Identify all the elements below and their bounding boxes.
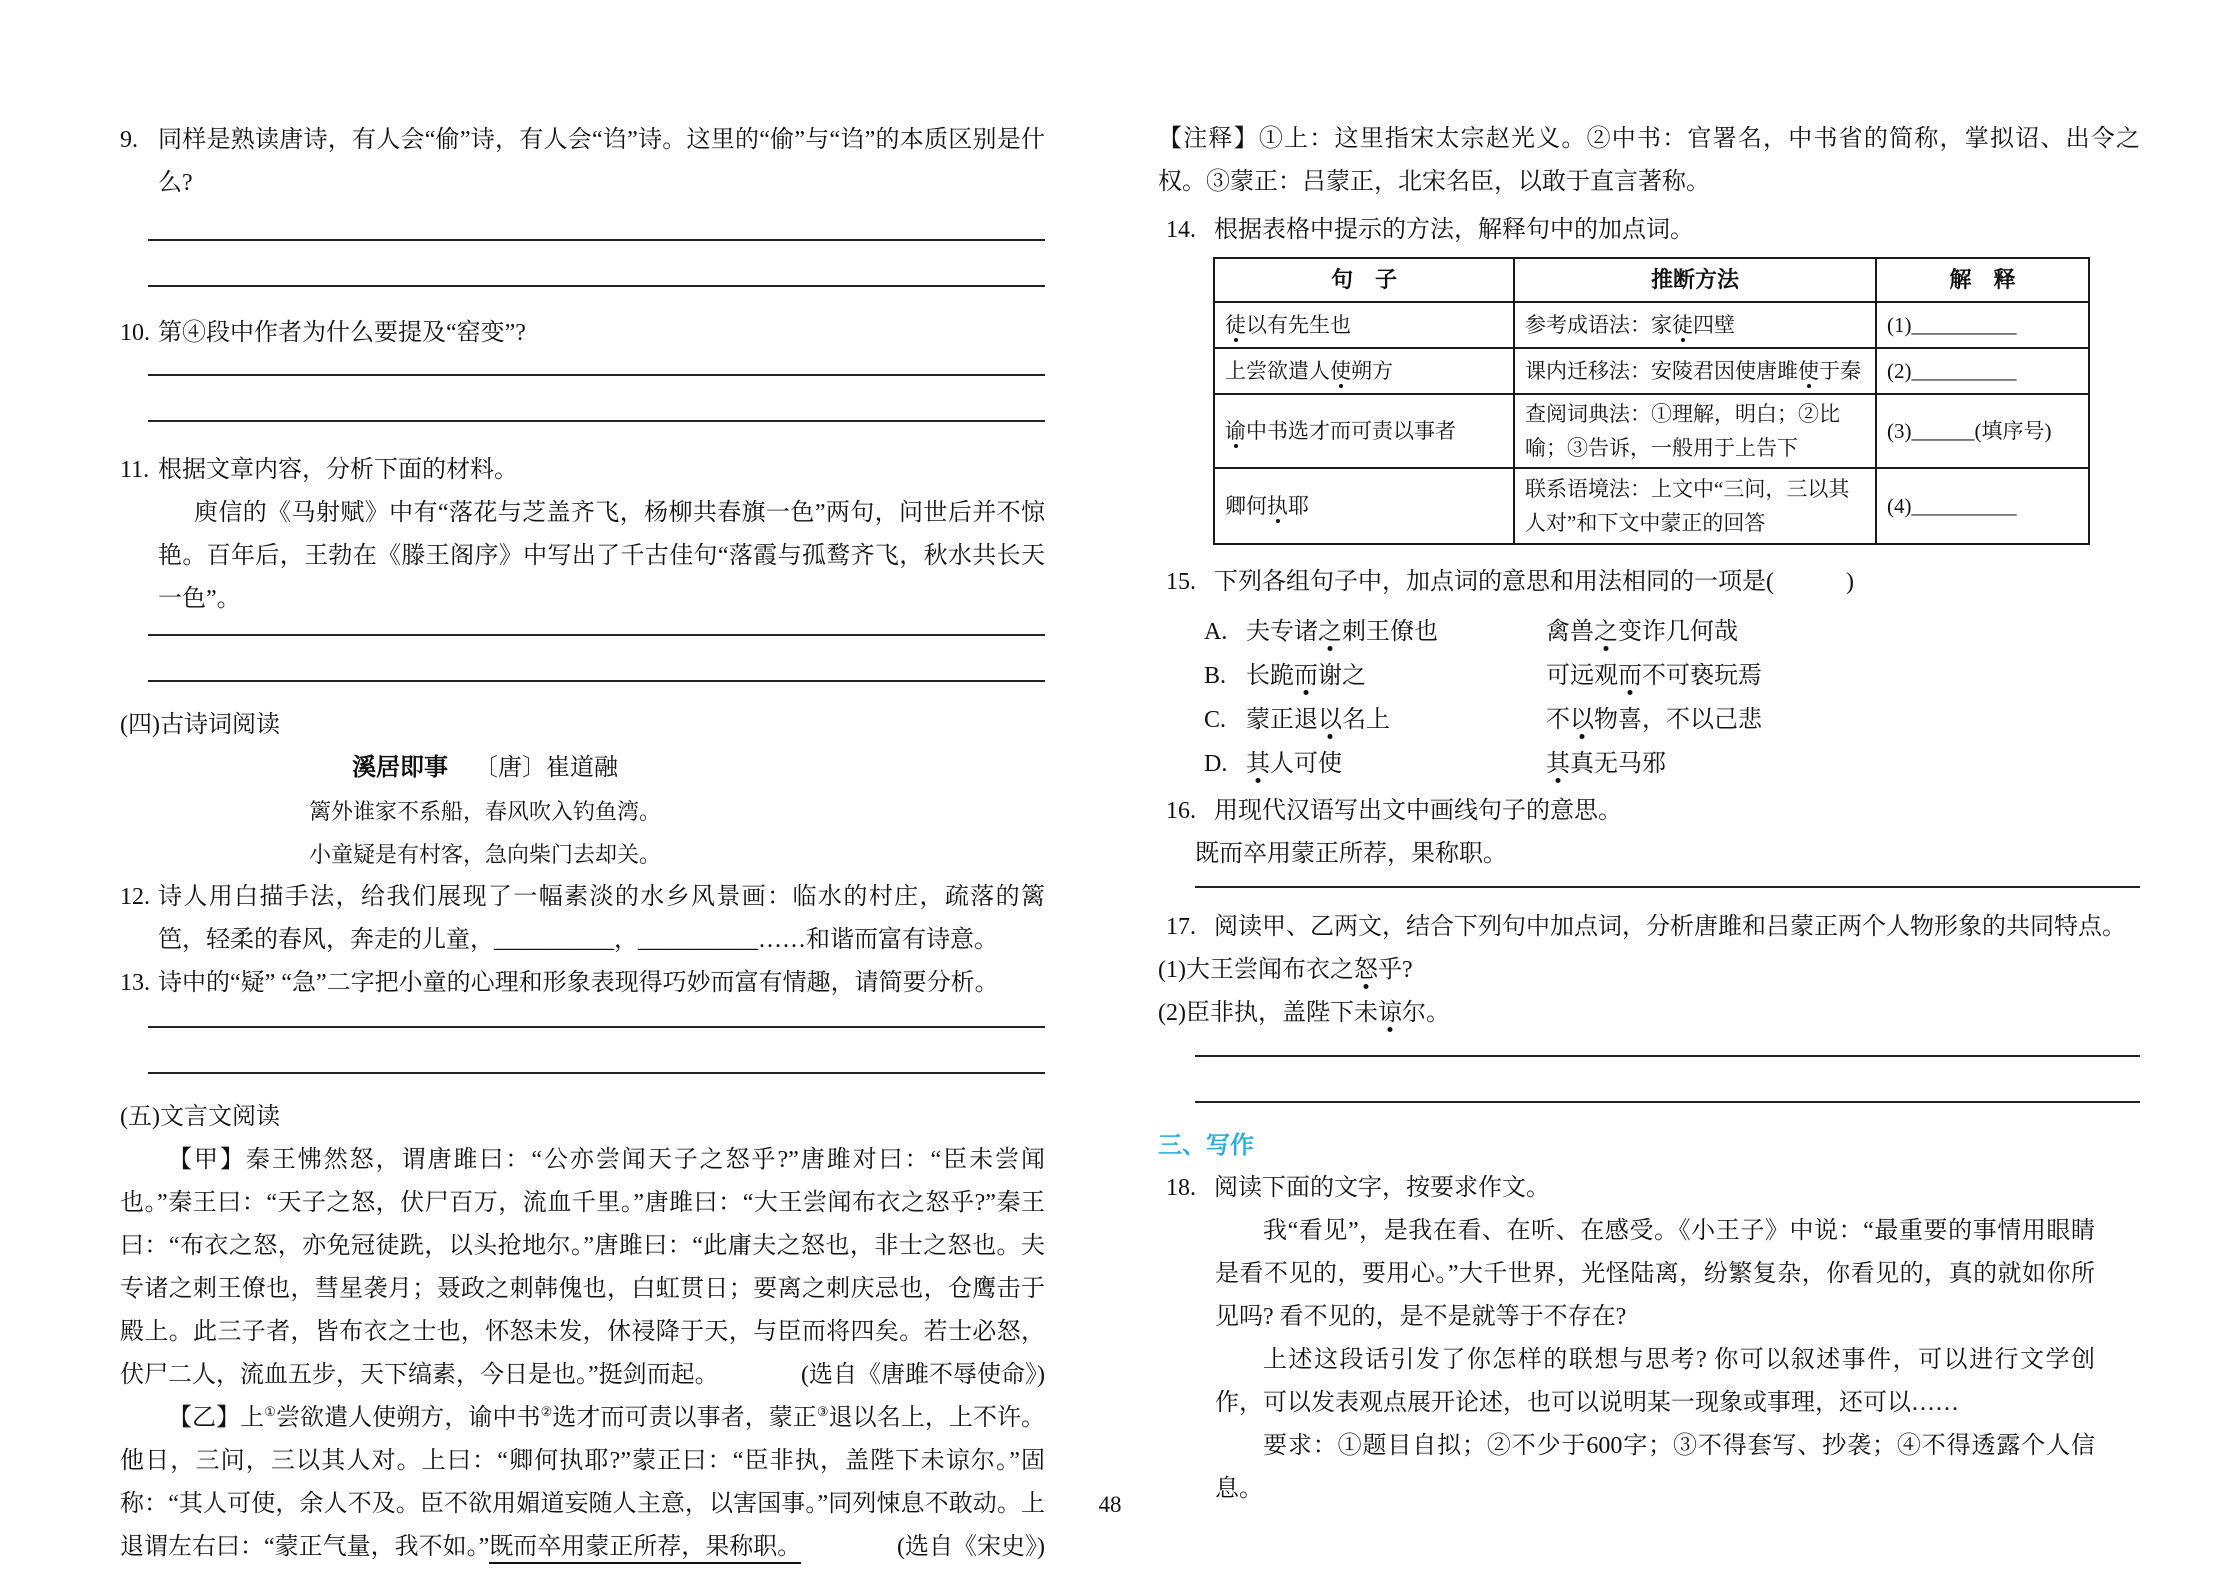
option-a-label: A. [1204,619,1228,645]
answer-line [1195,1057,2140,1103]
option-b-label: B. [1204,663,1227,689]
question-11-material: 庾信的《马射赋》中有“落花与芝盖齐飞，杨柳共春旗一色”两句，问世后并不惊艳。百年后，王勃在《滕王阁序》中写出了千古佳句“落霞与孤鹜齐飞，秋水共长天一色”。 [158,500,1045,612]
left-column [120,105,1045,1569]
answer-line [148,205,1045,241]
question-17-number: 17. [1166,914,1196,940]
question-9 [120,119,1045,205]
question-10 [120,312,1045,355]
answer-line [148,1028,1045,1074]
section-heading-classical: (五)文言文阅读 [120,1104,280,1130]
question-11-number: 11. [120,457,150,483]
table-header-row [1214,258,2089,302]
section-heading-poetry: (四)古诗词阅读 [120,712,280,738]
poem-block [120,747,850,876]
writing-requirements: 要求：①题目自拟；②不少于600字；③不得套写、抄袭；④不得透露个人信息。 [1215,1433,2095,1502]
option-b [1158,654,2140,698]
question-17-item-2: (2)臣非执，盖陛下未谅尔。 [1158,1000,1450,1026]
question-18-number: 18. [1166,1175,1196,1201]
poem-author: 〔唐〕崔道融 [474,755,618,781]
page-number: 48 [1098,1492,1122,1517]
question-16-sentence: 既而卒用蒙正所荐，果称职。 [1195,841,1507,867]
poem-line: 小童疑是有村客，急向柴门去却关。 [308,842,661,867]
question-9-text: 同样是熟读唐诗，有人会“偷”诗，有人会“诌”诗。这里的“偷”与“诌”的本质区别是什么? [158,127,1045,196]
option-b-left: 长跪而谢之 [1246,663,1366,689]
jia-text: 【甲】秦王怫然怒，谓唐雎曰：“公亦尝闻天子之怒乎?”唐雎对曰：“臣未尝闻也。”秦王曰：“天子之怒，伏尸百万，流血千里。”唐雎曰：“大王尝闻布衣之怒乎?”秦王曰：“布衣之怒，亦免冠徒跣，以头抢地尔。”唐雎曰：“此庸夫之怒也，非士之怒也。夫专诸之刺王僚也，彗星袭月；聂政之刺韩傀也，白虹贯日；要离之刺庆忌也，仓鹰击于殿上。此三子者，皆布衣之士也，怀怒未发，休祲降于天，与臣而将四矣。若士必怒，伏尸二人，流血五步，天下缟素，今日是也。”挺剑而起。 [120,1147,1045,1388]
table-cell-method: 查阅词典法：①理解，明白；②比喻；③告诉，一般用于上告下 [1514,394,1876,468]
question-15-options [1158,610,2140,786]
table-cell-sentence: 徒以有先生也 [1214,302,1514,348]
question-13-text: 诗中的“疑” “急”二字把小童的心理和形象表现得巧妙而富有情趣，请简要分析。 [158,970,999,996]
option-d [1158,742,2140,786]
table-cell-sentence: 谕中书选才而可责以事者 [1214,394,1514,468]
question-16-text: 用现代汉语写出文中画线句子的意思。 [1214,798,1622,824]
poem-title: 溪居即事 [352,755,448,781]
question-17 [1158,906,2140,949]
answer-line [148,1005,1045,1028]
question-13-answer-area [120,1005,1045,1074]
question-13 [120,962,1045,1005]
answer-line [148,376,1045,422]
table-row [1214,348,2089,394]
question-16-number: 16. [1166,798,1196,824]
question-11-answer-area [120,621,1045,682]
question-15-text: 下列各组句子中，加点词的意思和用法相同的一项是( ) [1214,569,1854,595]
question-11 [120,449,1045,492]
annotation-paragraph: 【注释】①上：这里指宋太宗赵光义。②中书：官署名，中书省的简称，掌拟诏、出令之权。③蒙正：吕蒙正，北宋名臣，以敢于直言著称。 [1158,126,2140,195]
table-cell-explanation: (4)__________ [1876,468,2089,544]
right-column [1158,105,2140,1511]
question-12 [120,876,1045,962]
question-11-text: 根据文章内容，分析下面的材料。 [158,457,518,483]
question-13-number: 13. [120,970,150,996]
classical-passage-yi [120,1397,1045,1569]
poem-line: 篱外谁家不系船，春风吹入钓鱼湾。 [308,799,661,824]
table-cell-method: 参考成语法：家徒四壁 [1514,302,1876,348]
question-18-text: 阅读下面的文字，按要求作文。 [1214,1175,1550,1201]
option-c-right: 不以物喜，不以己悲 [1546,707,1762,733]
question-16 [1158,790,2140,833]
option-c [1158,698,2140,742]
option-c-label: C. [1204,707,1227,733]
jia-source: (选自《唐雎不辱使命》) [801,1362,1045,1388]
option-a-left: 夫专诸之刺王僚也 [1246,619,1438,645]
poem-title-line [120,747,850,790]
question-16-answer-area [1158,876,2140,888]
option-d-label: D. [1204,751,1228,777]
table-cell-sentence: 上尝欲遣人使朔方 [1214,348,1514,394]
table-header-sentence: 句 子 [1214,258,1514,302]
question-12-text: 诗人用白描手法，给我们展现了一幅素淡的水乡风景画：临水的村庄，疏落的篱笆，轻柔的春风，奔走的儿童，__________，__________……和谐而富有诗意。 [158,884,1045,953]
answer-line [1195,1035,2140,1057]
table-header-method: 推断方法 [1514,258,1876,302]
question-15 [1158,561,2140,604]
question-10-answer-area [120,355,1045,422]
table-header-explanation: 解 释 [1876,258,2089,302]
yi-source: (选自《宋史》) [897,1534,1045,1560]
option-d-left: 其人可使 [1246,751,1342,777]
method-table [1213,257,2090,545]
table-cell-sentence: 卿何执耶 [1214,468,1514,544]
classical-passage-jia [120,1139,1045,1397]
question-9-answer-area [120,205,1045,287]
table-cell-explanation: (2)__________ [1876,348,2089,394]
writing-prompt-paragraph: 上述这段话引发了你怎样的联想与思考? 你可以叙述事件，可以进行文学创作，可以发表观点展开论述，也可以说明某一现象或事理，还可以…… [1215,1347,2095,1416]
option-a [1158,610,2140,654]
question-10-number: 10. [120,320,150,346]
question-14 [1158,209,2140,252]
question-10-text: 第④段中作者为什么要提及“窑变”? [158,320,526,346]
table-cell-explanation: (3)______(填序号) [1876,394,2089,468]
option-a-right: 禽兽之变诈几何哉 [1546,619,1738,645]
table-row [1214,394,2089,468]
answer-line [148,241,1045,287]
question-18 [1158,1167,2140,1210]
table-cell-method: 联系语境法：上文中“三问，三以其人对”和下文中蒙正的回答 [1514,468,1876,544]
answer-line [1195,876,2140,888]
answer-line [148,636,1045,682]
writing-prompt-paragraph: 我“看见”，是我在看、在听、在感受。《小王子》中说：“最重要的事情用眼睛是看不见的，要用心。”大千世界，光怪陆离，纷繁复杂，你看见的，真的就如你所见吗? 看不见的，是不是就等于不存在? [1215,1218,2095,1330]
option-d-right: 其真无马邪 [1546,751,1666,777]
table-row [1214,302,2089,348]
table-cell-explanation: (1)__________ [1876,302,2089,348]
question-15-number: 15. [1166,569,1196,595]
question-17-text: 阅读甲、乙两文，结合下列句中加点词，分析唐雎和吕蒙正两个人物形象的共同特点。 [1214,914,2126,940]
question-17-answer-area [1158,1035,2140,1103]
yi-text: 【乙】上①尝欲遣人使朔方，谕中书②选才而可责以事者，蒙正③退以名上，上不许。他日，三问，三以其人对。上曰：“卿何执耶?”蒙正曰：“臣非执，盖陛下未谅尔。”固称：“其人可使，余人不及。臣不欲用媚道妄随人主意，以害国事。”同列悚息不敢动。上退谓左右曰：“蒙正气量，我不如。”既而卒用蒙正所荐，果称职。 [120,1405,1045,1560]
table-row [1214,468,2089,544]
answer-line [148,355,1045,376]
option-b-right: 可远观而不可亵玩焉 [1546,663,1762,689]
option-c-left: 蒙正退以名上 [1246,707,1390,733]
section-heading-writing: 三、写作 [1158,1132,1254,1159]
question-12-number: 12. [120,884,150,910]
question-14-number: 14. [1166,217,1196,243]
question-17-item-1: (1)大王尝闻布衣之怒乎? [1158,957,1413,983]
question-9-number: 9. [120,127,138,153]
table-cell-method: 课内迁移法：安陵君因使唐雎使于秦 [1514,348,1876,394]
question-14-text: 根据表格中提示的方法，解释句中的加点词。 [1214,217,1694,243]
answer-line [148,621,1045,636]
